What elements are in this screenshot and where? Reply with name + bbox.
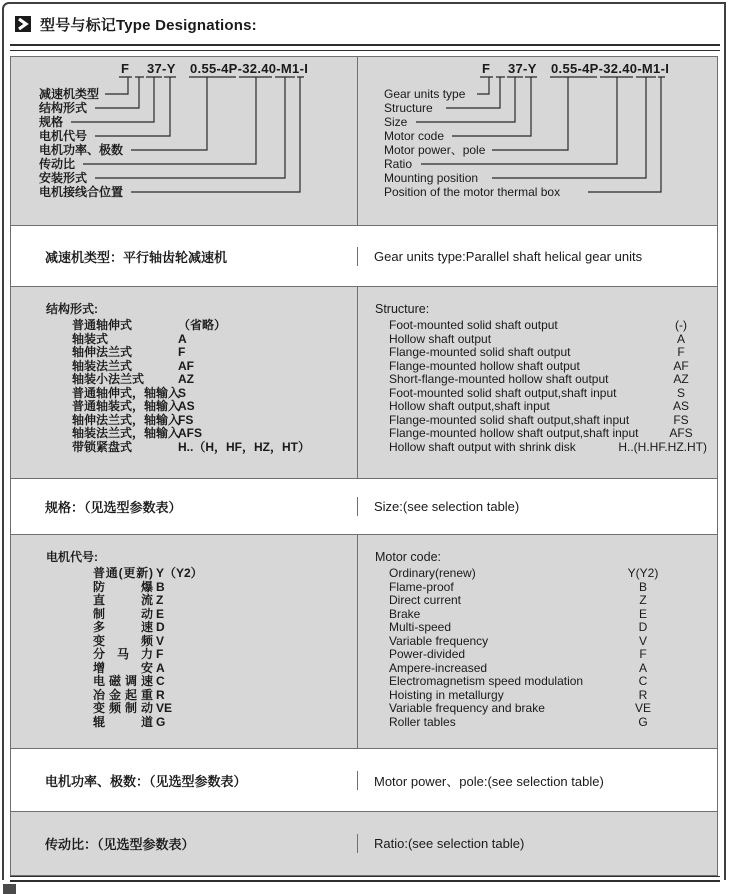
motor-code-code-en: F [639, 647, 647, 661]
motor-code-item [93, 689, 357, 703]
structure-code-zh: H..（H，HF，HZ，HT） [178, 439, 310, 454]
motor-code-item [93, 567, 357, 581]
motor-code-code-en: G [638, 714, 648, 729]
motor-code-item [389, 594, 669, 608]
diagram-label-zh: 减速机类型 [39, 87, 100, 101]
structure-label-zh: 轴伸法兰式，轴输入 [72, 412, 181, 427]
motor-code-heading-zh: 电机代号: [46, 550, 98, 564]
structure-label-zh: 轴装式 [72, 331, 109, 346]
structure-item [72, 373, 357, 387]
size-zh: 规格：（见选型参数表） [45, 500, 182, 515]
structure-heading-en: Structure: [375, 302, 430, 316]
motor-code-label-en: Multi-speed [389, 620, 452, 634]
motor-code-label-en: Flame-proof [389, 579, 454, 594]
motor-code-item [93, 648, 357, 662]
structure-cell-zh [11, 287, 358, 478]
structure-label-zh: 普通轴伸式 [72, 318, 133, 332]
motor-code-label-zh: 分马力 [93, 647, 153, 661]
type-code-part: 0.55-4P-32.40-M1-I [190, 61, 309, 76]
type-code-diagram-en [358, 57, 716, 223]
motor-code-label-en: Direct current [389, 593, 462, 607]
type-code-diagram-zh [11, 57, 358, 223]
diagram-label-en: Size [384, 115, 408, 129]
motor-code-code-zh: D [156, 620, 165, 634]
motor-code-code-en: C [638, 674, 648, 688]
motor-code-code-zh: Z [156, 593, 164, 607]
motor-power-en: Motor power、pole:(see selection table) [374, 773, 604, 789]
ratio-en: Ratio:(see selection table) [374, 836, 525, 851]
structure-item [389, 373, 707, 387]
motor-code-code-zh: A [156, 660, 165, 675]
structure-item [389, 360, 707, 374]
motor-code-label-zh: 防爆 [93, 579, 153, 594]
motor-code-item [93, 716, 357, 730]
gear-type-en: Gear units type:Parallel shaft helical gear units [374, 248, 643, 264]
structure-item [72, 333, 357, 347]
structure-label-en: Flange-mounted solid shaft output,shaft input [389, 412, 630, 427]
motor-code-code-en: E [638, 606, 647, 621]
structure-code-en: AS [672, 399, 689, 413]
motor-code-label-zh: 冶金起重 [93, 687, 153, 702]
motor-code-item [389, 648, 669, 662]
gear-type-zh: 减速机类型：平行轴齿轮减速机 [45, 249, 228, 265]
diagram-label-zh: 规格 [39, 115, 64, 129]
structure-code-en: A [676, 331, 685, 346]
type-code-part: 37-Y [147, 61, 176, 76]
page-frame [2, 2, 726, 880]
structure-item [389, 441, 707, 455]
structure-code-zh: （省略） [178, 318, 227, 332]
diagram-label-en: Motor code [384, 129, 445, 143]
structure-label-zh: 普通轴装式，轴输入 [72, 399, 181, 413]
diagram-label-en: Structure [384, 101, 433, 115]
structure-item [389, 319, 707, 333]
motor-code-code-zh: R [156, 687, 165, 702]
motor-code-cell-zh [11, 535, 358, 748]
row-motor-code [11, 534, 717, 748]
structure-item [389, 414, 707, 428]
motor-code-label-en: Ampere-increased [389, 660, 488, 675]
structure-item [389, 400, 707, 414]
row-structure [11, 286, 717, 478]
motor-code-item [389, 675, 669, 689]
diagram-label-zh: 传动比 [39, 157, 76, 171]
structure-item [72, 319, 357, 333]
structure-code-zh: F [178, 345, 186, 359]
motor-code-label-en: Power-divided [389, 647, 466, 661]
type-code-part: 37-Y [508, 61, 537, 76]
type-code-part: F [121, 61, 130, 76]
structure-code-zh: AZ [178, 372, 194, 386]
structure-code-zh: AS [178, 399, 195, 413]
diagram-label-zh: 安装形式 [39, 171, 88, 185]
structure-label-zh: 普通轴伸式，轴输入 [72, 385, 181, 400]
motor-code-label-zh: 制动 [93, 606, 153, 621]
structure-item [72, 414, 357, 428]
motor-code-item [93, 621, 357, 635]
motor-code-item [389, 581, 669, 595]
structure-code-zh: AFS [178, 426, 202, 440]
structure-item [389, 333, 707, 347]
motor-code-label-zh: 增安 [93, 660, 153, 675]
motor-code-item [93, 594, 357, 608]
structure-code-en: S [676, 385, 685, 400]
motor-code-item [389, 608, 669, 622]
row-ratio [11, 811, 717, 875]
motor-code-label-zh: 普通(更新) [93, 566, 153, 580]
motor-code-item [93, 662, 357, 676]
motor-code-code-en: Z [639, 593, 647, 607]
structure-label-en: Short-flange-mounted hollow shaft output [389, 372, 609, 386]
structure-label-zh: 轴装小法兰式 [72, 372, 145, 386]
motor-code-code-en: V [638, 633, 647, 648]
structure-label-zh: 带锁紧盘式 [72, 439, 133, 454]
motor-code-item [389, 621, 669, 635]
motor-code-item [389, 662, 669, 676]
motor-code-item [389, 567, 669, 581]
title-divider [10, 44, 720, 51]
motor-code-label-en: Hoisting in metallurgy [389, 687, 504, 702]
motor-code-item [389, 702, 669, 716]
structure-item [72, 346, 357, 360]
structure-label-en: Flange-mounted hollow shaft output [389, 358, 580, 373]
structure-item [72, 387, 357, 401]
motor-code-item [93, 581, 357, 595]
motor-code-code-zh: C [156, 674, 165, 688]
structure-code-en: AFS [669, 426, 693, 440]
chevron-right-badge-icon [15, 16, 31, 32]
structure-code-en: AZ [673, 372, 689, 386]
motor-code-label-zh: 多速 [93, 620, 153, 634]
motor-code-code-en: R [638, 687, 648, 702]
motor-code-label-zh: 辊道 [93, 714, 153, 729]
structure-label-zh: 轴伸法兰式 [72, 345, 133, 359]
motor-code-label-zh: 变频制动 [93, 701, 153, 715]
structure-label-en: Foot-mounted solid shaft output,shaft input [389, 385, 617, 400]
structure-label-en: Flange-mounted solid shaft output [389, 345, 571, 359]
diagram-label-en: Motor power、pole [384, 143, 486, 157]
structure-label-en: Hollow shaft output with shrink disk [389, 439, 576, 454]
structure-item [72, 360, 357, 374]
structure-label-en: Hollow shaft output,shaft input [389, 399, 550, 413]
motor-code-item [389, 716, 669, 730]
motor-code-label-en: Variable frequency [389, 633, 489, 648]
motor-code-label-zh: 电磁调速 [93, 674, 153, 688]
diagram-label-zh: 电机代号 [39, 129, 88, 143]
structure-code-zh: S [178, 385, 187, 400]
structure-item [72, 400, 357, 414]
motor-code-code-en: B [638, 579, 647, 594]
structure-label-zh: 轴装法兰式，轴输入 [72, 426, 181, 440]
motor-code-item [93, 702, 357, 716]
structure-code-en: AF [673, 358, 689, 373]
structure-item [389, 427, 707, 441]
size-en: Size:(see selection table) [374, 499, 520, 514]
diagram-cell-zh [11, 57, 358, 225]
diagram-label-en: Gear units type [384, 87, 466, 101]
structure-code-zh: AF [178, 358, 194, 373]
motor-code-label-zh: 变频 [93, 633, 153, 648]
diagram-label-en: Position of the motor thermal box [384, 185, 561, 199]
diagram-label-zh: 电机功率、极数 [39, 143, 124, 157]
motor-code-cell-en [358, 535, 717, 748]
structure-code-en: F [677, 345, 685, 359]
structure-cell-en [358, 287, 717, 478]
motor-code-code-zh: B [156, 579, 165, 594]
row-size [11, 478, 717, 534]
diagram-label-zh: 结构形式 [39, 101, 88, 115]
title-bar [4, 10, 724, 40]
structure-code-zh: FS [178, 412, 194, 427]
structure-label-en: Hollow shaft output [389, 331, 492, 346]
structure-code-en: FS [673, 412, 689, 427]
table-bottom-divider [10, 876, 720, 882]
structure-label-en: Foot-mounted solid shaft output [389, 318, 558, 332]
motor-code-code-zh: G [156, 714, 166, 729]
motor-code-label-en: Electromagnetism speed modulation [389, 674, 584, 688]
structure-item [72, 441, 357, 455]
structure-code-en: (-) [675, 318, 687, 332]
motor-code-code-zh: E [156, 606, 165, 621]
motor-code-code-zh: F [156, 647, 164, 661]
motor-code-item [93, 635, 357, 649]
designation-table [10, 56, 718, 876]
structure-label-en: Flange-mounted hollow shaft output,shaft input [389, 426, 639, 440]
type-code-part: F [482, 61, 491, 76]
row-code-diagram [11, 57, 717, 225]
diagram-label-en: Ratio [384, 157, 413, 171]
motor-code-code-zh: V [156, 633, 165, 648]
motor-code-code-en: A [638, 660, 647, 675]
structure-code-en: H..(H.HF.HZ.HT) [618, 439, 707, 454]
diagram-label-en: Mounting position [384, 171, 479, 185]
motor-code-code-zh: VE [156, 701, 173, 715]
motor-code-code-zh: Y（Y2） [156, 566, 203, 580]
motor-code-code-en: D [638, 620, 648, 634]
motor-code-code-en: VE [634, 701, 651, 715]
structure-item [389, 346, 707, 360]
page-title: 型号与标记Type Designations: [40, 17, 257, 34]
motor-power-zh: 电机功率、极数：（见选型参数表） [45, 773, 247, 789]
motor-code-label-en: Roller tables [389, 714, 456, 729]
motor-code-label-en: Variable frequency and brake [389, 701, 545, 715]
motor-code-label-en: Brake [389, 606, 421, 621]
structure-item [389, 387, 707, 401]
structure-heading-zh: 结构形式: [46, 302, 98, 316]
structure-code-zh: A [178, 331, 187, 346]
structure-item [72, 427, 357, 441]
row-gear-type [11, 225, 717, 286]
motor-code-code-en: Y(Y2) [627, 566, 659, 580]
motor-code-heading-en: Motor code: [375, 550, 442, 564]
motor-code-item [389, 635, 669, 649]
footer-corner-mark [3, 884, 16, 894]
motor-code-label-zh: 直流 [93, 593, 153, 607]
diagram-label-zh: 电机接线合位置 [39, 185, 124, 199]
type-code-part: 0.55-4P-32.40-M1-I [551, 61, 670, 76]
structure-label-zh: 轴装法兰式 [72, 358, 133, 373]
diagram-cell-en [358, 57, 717, 225]
motor-code-item [93, 608, 357, 622]
row-motor-power [11, 748, 717, 811]
ratio-zh: 传动比：（见选型参数表） [45, 837, 195, 852]
motor-code-item [389, 689, 669, 703]
motor-code-label-en: Ordinary(renew) [389, 566, 476, 580]
motor-code-item [93, 675, 357, 689]
